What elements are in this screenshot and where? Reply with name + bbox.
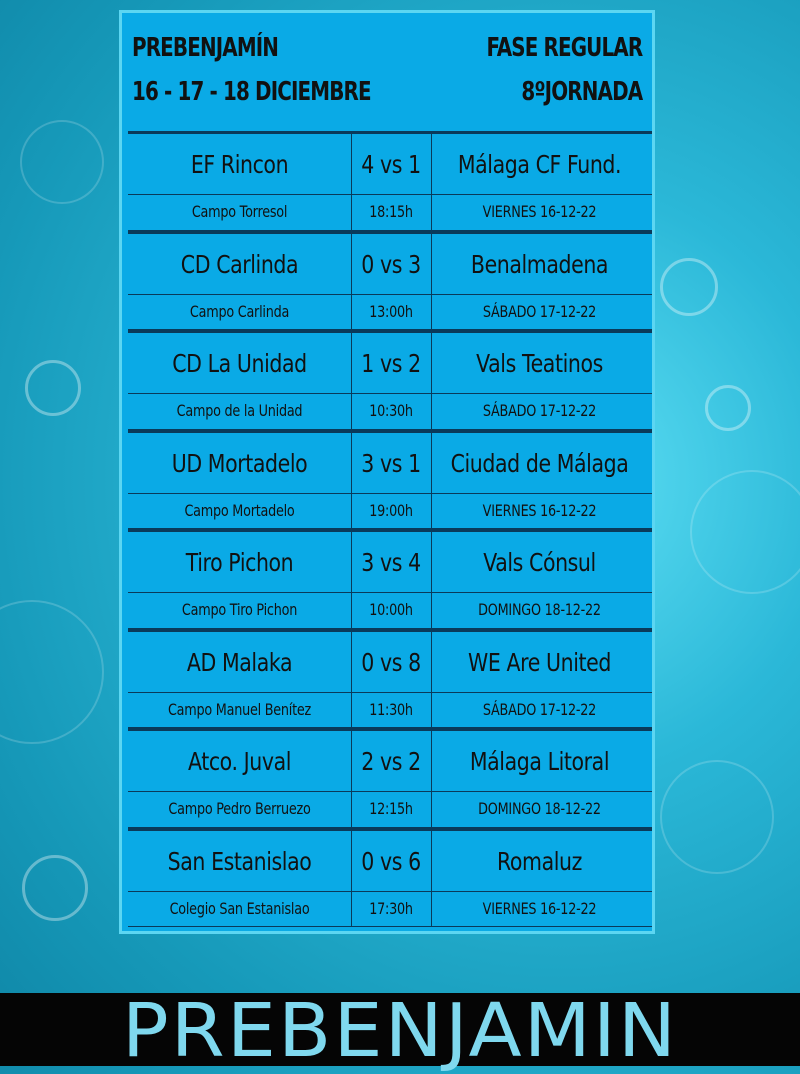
match-time: 11:30h xyxy=(369,699,413,719)
match-score: 0 vs 8 xyxy=(361,647,421,677)
home-team: UD Mortadelo xyxy=(171,448,308,478)
match-score: 2 vs 2 xyxy=(361,747,421,776)
match-row xyxy=(128,131,652,231)
column-divider xyxy=(351,831,352,927)
match-venue: Colegio San Estanislao xyxy=(169,898,310,918)
soccer-ball-icon xyxy=(660,258,718,316)
away-team: Vals Teatinos xyxy=(476,349,603,378)
match-row xyxy=(128,828,652,928)
match-row xyxy=(128,430,652,530)
column-divider xyxy=(431,234,432,330)
home-team: San Estanislao xyxy=(167,846,312,876)
column-divider xyxy=(351,632,352,728)
column-divider xyxy=(351,532,352,628)
away-team: Málaga CF Fund. xyxy=(457,150,622,179)
row-divider xyxy=(128,592,652,593)
phase-title: FASE REGULAR xyxy=(486,33,642,63)
match-score: 3 vs 4 xyxy=(361,548,421,577)
match-time: 10:00h xyxy=(369,600,413,619)
column-divider xyxy=(431,831,432,927)
column-divider xyxy=(431,433,432,529)
match-score: 3 vs 1 xyxy=(361,448,421,478)
panel-header xyxy=(122,13,652,123)
soccer-ball-icon xyxy=(25,360,81,416)
away-team: Romaluz xyxy=(497,846,582,876)
match-time: 19:00h xyxy=(369,500,413,520)
row-divider xyxy=(128,493,652,494)
home-team: EF Rincon xyxy=(190,150,289,179)
match-row xyxy=(128,330,652,430)
column-divider xyxy=(431,333,432,429)
home-team: Atco. Juval xyxy=(187,747,292,776)
bottom-banner xyxy=(0,988,800,1074)
match-day: SÁBADO 17-12-22 xyxy=(482,301,597,321)
away-team: Vals Cónsul xyxy=(483,548,596,577)
match-venue: Campo Tiro Pichon xyxy=(181,600,298,619)
match-time: 13:00h xyxy=(369,301,413,321)
column-divider xyxy=(431,632,432,728)
round-title: 8ºJORNADA xyxy=(521,77,642,107)
row-divider xyxy=(128,194,652,195)
pitch-circle-decoration xyxy=(0,600,104,744)
column-divider xyxy=(431,532,432,628)
column-divider xyxy=(351,731,352,827)
fixtures-panel xyxy=(119,10,655,934)
match-day: DOMINGO 18-12-22 xyxy=(478,799,601,818)
away-team: Benalmadena xyxy=(470,249,609,279)
column-divider xyxy=(351,234,352,330)
match-row xyxy=(128,728,652,828)
home-team: CD La Unidad xyxy=(172,349,307,378)
row-divider xyxy=(128,791,652,792)
soccer-ball-icon xyxy=(705,385,751,431)
row-divider xyxy=(128,294,652,295)
match-time: 18:15h xyxy=(369,202,413,221)
match-time: 12:15h xyxy=(369,799,413,818)
pitch-circle-decoration xyxy=(690,470,800,594)
column-divider xyxy=(431,134,432,230)
soccer-ball-icon xyxy=(22,855,88,921)
match-venue: Campo Carlinda xyxy=(189,301,290,321)
match-score: 1 vs 2 xyxy=(361,349,421,378)
away-team: Ciudad de Málaga xyxy=(450,448,629,478)
match-day: SÁBADO 17-12-22 xyxy=(482,401,597,420)
home-team: CD Carlinda xyxy=(180,249,299,279)
match-day: DOMINGO 18-12-22 xyxy=(478,600,601,619)
match-row xyxy=(128,529,652,629)
match-day: VIERNES 16-12-22 xyxy=(482,202,597,221)
away-team: WE Are United xyxy=(468,647,611,677)
match-row xyxy=(128,231,652,331)
match-day: SÁBADO 17-12-22 xyxy=(482,699,597,719)
fixtures-table xyxy=(128,131,652,927)
banner-title: PREBENJAMIN xyxy=(121,988,679,1074)
home-team: Tiro Pichon xyxy=(185,548,294,577)
pitch-circle-decoration xyxy=(660,760,774,874)
dates-title: 16 - 17 - 18 DICIEMBRE xyxy=(132,77,371,107)
match-venue: Campo Manuel Benítez xyxy=(167,699,312,719)
column-divider xyxy=(351,433,352,529)
column-divider xyxy=(431,731,432,827)
match-venue: Campo de la Unidad xyxy=(176,401,303,420)
match-time: 17:30h xyxy=(369,898,413,918)
match-time: 10:30h xyxy=(369,401,413,420)
column-divider xyxy=(351,333,352,429)
match-score: 0 vs 6 xyxy=(361,846,421,876)
match-score: 0 vs 3 xyxy=(361,249,421,279)
match-day: VIERNES 16-12-22 xyxy=(482,500,597,520)
row-divider xyxy=(128,692,652,693)
category-title: PREBENJAMÍN xyxy=(132,33,279,63)
column-divider xyxy=(351,134,352,230)
row-divider xyxy=(128,393,652,394)
match-day: VIERNES 16-12-22 xyxy=(482,898,597,918)
match-venue: Campo Pedro Berruezo xyxy=(168,799,311,818)
home-team: AD Malaka xyxy=(186,647,293,677)
match-score: 4 vs 1 xyxy=(361,150,421,179)
match-row xyxy=(128,629,652,729)
away-team: Málaga Litoral xyxy=(469,747,610,776)
row-divider xyxy=(128,891,652,892)
match-venue: Campo Torresol xyxy=(191,202,288,221)
pitch-circle-decoration xyxy=(20,120,104,204)
match-venue: Campo Mortadelo xyxy=(184,500,295,520)
